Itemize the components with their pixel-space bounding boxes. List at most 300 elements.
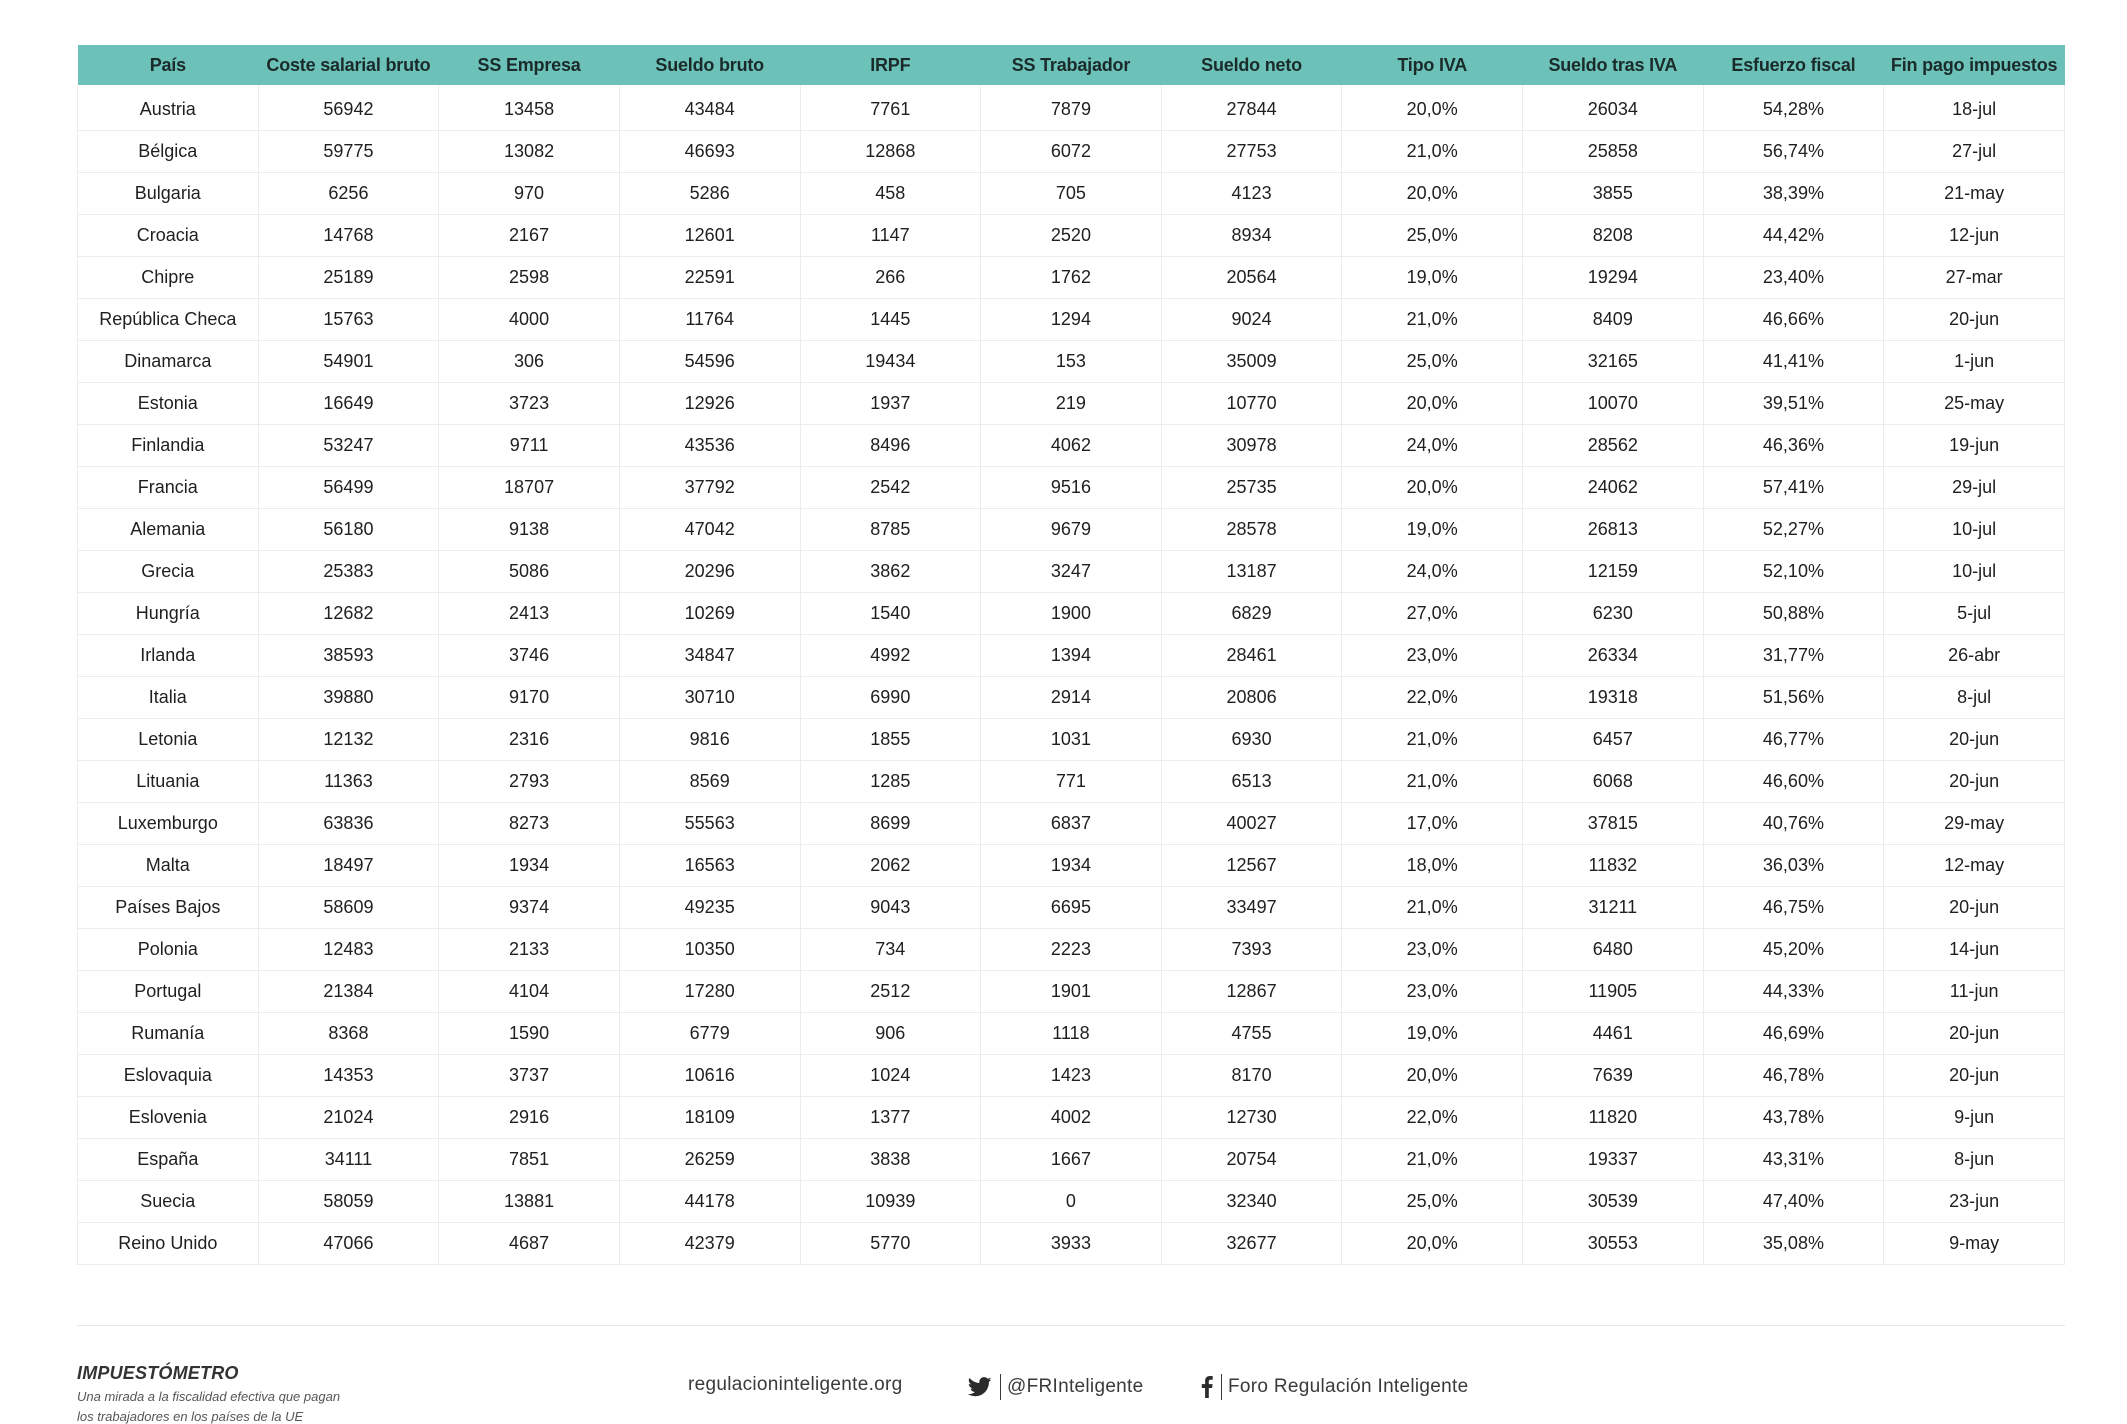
table-cell: 29-jul [1884, 467, 2065, 509]
table-cell: 24,0% [1342, 551, 1523, 593]
table-cell: 26-abr [1884, 635, 2065, 677]
country-cell: Lituania [78, 761, 259, 803]
column-header: Sueldo tras IVA [1523, 45, 1704, 85]
table-cell: 153 [981, 341, 1162, 383]
table-cell: 12-jun [1884, 215, 2065, 257]
country-cell: Suecia [78, 1181, 259, 1223]
table-cell: 26034 [1523, 85, 1704, 131]
table-cell: 57,41% [1703, 467, 1884, 509]
table-row [78, 803, 2065, 845]
table-cell: 20-jun [1884, 1055, 2065, 1097]
table-cell: 20806 [1161, 677, 1342, 719]
column-header: SS Trabajador [981, 45, 1162, 85]
table-cell: 18109 [619, 1097, 800, 1139]
table-cell: 25,0% [1342, 215, 1523, 257]
table-cell: 32165 [1523, 341, 1704, 383]
table-cell: 5-jul [1884, 593, 2065, 635]
brand-title: IMPUESTÓMETRO [77, 1363, 239, 1383]
table-cell: 9374 [439, 887, 620, 929]
table-row [78, 719, 2065, 761]
table-cell: 13187 [1161, 551, 1342, 593]
table-cell: 4104 [439, 971, 620, 1013]
country-cell: Chipre [78, 257, 259, 299]
table-cell: 12483 [258, 929, 439, 971]
table-cell: 9-may [1884, 1223, 2065, 1265]
country-cell: Reino Unido [78, 1223, 259, 1265]
table-cell: 13458 [439, 85, 620, 131]
table-cell: 49235 [619, 887, 800, 929]
country-cell: Grecia [78, 551, 259, 593]
table-cell: 20754 [1161, 1139, 1342, 1181]
table-cell: 26259 [619, 1139, 800, 1181]
table-cell: 4000 [439, 299, 620, 341]
facebook-link[interactable] [1201, 1374, 1468, 1400]
table-cell: 7761 [800, 85, 981, 131]
column-header: IRPF [800, 45, 981, 85]
table-cell: 56499 [258, 467, 439, 509]
table-row [78, 257, 2065, 299]
table-cell: 6068 [1523, 761, 1704, 803]
table-cell: 6256 [258, 173, 439, 215]
twitter-handle: @FRInteligente [1007, 1376, 1144, 1397]
table-header [78, 45, 2065, 85]
table-cell: 12159 [1523, 551, 1704, 593]
table-cell: 30539 [1523, 1181, 1704, 1223]
table-cell: 41,41% [1703, 341, 1884, 383]
column-header: País [78, 45, 259, 85]
table-cell: 6779 [619, 1013, 800, 1055]
table-cell: 21,0% [1342, 1139, 1523, 1181]
table-cell: 771 [981, 761, 1162, 803]
table-row [78, 173, 2065, 215]
table-cell: 4755 [1161, 1013, 1342, 1055]
table-cell: 22,0% [1342, 677, 1523, 719]
table-cell: 1423 [981, 1055, 1162, 1097]
table-cell: 3723 [439, 383, 620, 425]
table-cell: 1934 [439, 845, 620, 887]
country-cell: Letonia [78, 719, 259, 761]
table-cell: 25,0% [1342, 1181, 1523, 1223]
table-cell: 3933 [981, 1223, 1162, 1265]
table-cell: 1024 [800, 1055, 981, 1097]
table-cell: 59775 [258, 131, 439, 173]
table-cell: 27844 [1161, 85, 1342, 131]
table-cell: 11820 [1523, 1097, 1704, 1139]
table-cell: 25-may [1884, 383, 2065, 425]
table-cell: 8699 [800, 803, 981, 845]
table-cell: 7879 [981, 85, 1162, 131]
table-cell: 44178 [619, 1181, 800, 1223]
table-cell: 1394 [981, 635, 1162, 677]
table-cell: 1590 [439, 1013, 620, 1055]
table-cell: 23,0% [1342, 971, 1523, 1013]
column-header: Coste salarial bruto [258, 45, 439, 85]
table-cell: 39880 [258, 677, 439, 719]
table-cell: 20,0% [1342, 85, 1523, 131]
table-cell: 45,20% [1703, 929, 1884, 971]
table-cell: 20564 [1161, 257, 1342, 299]
column-header: Tipo IVA [1342, 45, 1523, 85]
table-cell: 8-jun [1884, 1139, 2065, 1181]
table-cell: 1901 [981, 971, 1162, 1013]
table-row [78, 551, 2065, 593]
table-cell: 24,0% [1342, 425, 1523, 467]
table-cell: 4687 [439, 1223, 620, 1265]
table-row [78, 131, 2065, 173]
table-cell: 1667 [981, 1139, 1162, 1181]
table-cell: 30553 [1523, 1223, 1704, 1265]
table-cell: 9138 [439, 509, 620, 551]
table-cell: 1900 [981, 593, 1162, 635]
table-cell: 11832 [1523, 845, 1704, 887]
table-cell: 12-may [1884, 845, 2065, 887]
table-cell: 28562 [1523, 425, 1704, 467]
table-cell: 18-jul [1884, 85, 2065, 131]
table-cell: 27,0% [1342, 593, 1523, 635]
country-cell: Eslovaquia [78, 1055, 259, 1097]
table-cell: 54596 [619, 341, 800, 383]
table-cell: 19337 [1523, 1139, 1704, 1181]
table-cell: 28578 [1161, 509, 1342, 551]
table-cell: 734 [800, 929, 981, 971]
table-cell: 24062 [1523, 467, 1704, 509]
table-cell: 50,88% [1703, 593, 1884, 635]
table-cell: 1762 [981, 257, 1162, 299]
table-cell: 13881 [439, 1181, 620, 1223]
table-cell: 705 [981, 173, 1162, 215]
table-cell: 16649 [258, 383, 439, 425]
website-link[interactable] [688, 1374, 903, 1396]
table-cell: 1855 [800, 719, 981, 761]
table-cell: 46,78% [1703, 1055, 1884, 1097]
table-cell: 8368 [258, 1013, 439, 1055]
table-cell: 10939 [800, 1181, 981, 1223]
table-cell: 20-jun [1884, 887, 2065, 929]
table-cell: 21384 [258, 971, 439, 1013]
country-cell: Austria [78, 85, 259, 131]
table-row [78, 85, 2065, 131]
table-cell: 20296 [619, 551, 800, 593]
twitter-separator [1000, 1374, 1001, 1400]
table-cell: 3855 [1523, 173, 1704, 215]
table-row [78, 677, 2065, 719]
table-cell: 21,0% [1342, 887, 1523, 929]
table-cell: 17280 [619, 971, 800, 1013]
table-cell: 39,51% [1703, 383, 1884, 425]
table-cell: 2916 [439, 1097, 620, 1139]
table-cell: 56,74% [1703, 131, 1884, 173]
table-cell: 6480 [1523, 929, 1704, 971]
table-row [78, 509, 2065, 551]
table-cell: 5286 [619, 173, 800, 215]
table-cell: 3838 [800, 1139, 981, 1181]
table-cell: 9816 [619, 719, 800, 761]
table-cell: 20-jun [1884, 761, 2065, 803]
table-cell: 25383 [258, 551, 439, 593]
table-cell: 53247 [258, 425, 439, 467]
table-row [78, 1223, 2065, 1265]
table-row [78, 1097, 2065, 1139]
table-cell: 35,08% [1703, 1223, 1884, 1265]
table-body [78, 85, 2065, 1265]
table-row [78, 887, 2065, 929]
table-cell: 43,31% [1703, 1139, 1884, 1181]
table-cell: 1934 [981, 845, 1162, 887]
table-cell: 37792 [619, 467, 800, 509]
table-cell: 21,0% [1342, 299, 1523, 341]
table-cell: 10-jul [1884, 509, 2065, 551]
table-cell: 46,66% [1703, 299, 1884, 341]
table-cell: 6457 [1523, 719, 1704, 761]
tax-table [77, 45, 2065, 1265]
table-cell: 6230 [1523, 593, 1704, 635]
table-cell: 2133 [439, 929, 620, 971]
table-cell: 8273 [439, 803, 620, 845]
table-cell: 47042 [619, 509, 800, 551]
table-cell: 18497 [258, 845, 439, 887]
table-cell: 58609 [258, 887, 439, 929]
table-cell: 4062 [981, 425, 1162, 467]
table-row [78, 341, 2065, 383]
country-cell: España [78, 1139, 259, 1181]
table-cell: 1937 [800, 383, 981, 425]
table-cell: 6072 [981, 131, 1162, 173]
table-cell: 12682 [258, 593, 439, 635]
table-cell: 9711 [439, 425, 620, 467]
table-cell: 46,75% [1703, 887, 1884, 929]
table-cell: 51,56% [1703, 677, 1884, 719]
table-cell: 8934 [1161, 215, 1342, 257]
table-cell: 40,76% [1703, 803, 1884, 845]
country-cell: Bulgaria [78, 173, 259, 215]
country-cell: Italia [78, 677, 259, 719]
column-header: Fin pago impuestos [1884, 45, 2065, 85]
table-cell: 3862 [800, 551, 981, 593]
column-header: Sueldo neto [1161, 45, 1342, 85]
table-cell: 35009 [1161, 341, 1342, 383]
table-cell: 2520 [981, 215, 1162, 257]
table-row [78, 425, 2065, 467]
table-cell: 6990 [800, 677, 981, 719]
table-cell: 25858 [1523, 131, 1704, 173]
table-cell: 19,0% [1342, 509, 1523, 551]
country-cell: Luxemburgo [78, 803, 259, 845]
table-cell: 458 [800, 173, 981, 215]
table-cell: 47,40% [1703, 1181, 1884, 1223]
table-row [78, 1139, 2065, 1181]
table-cell: 10616 [619, 1055, 800, 1097]
table-cell: 44,42% [1703, 215, 1884, 257]
column-header: Esfuerzo fiscal [1703, 45, 1884, 85]
table-cell: 38593 [258, 635, 439, 677]
table-cell: 20,0% [1342, 173, 1523, 215]
brand-subtitle [77, 1387, 377, 1424]
table-row [78, 761, 2065, 803]
facebook-icon [1201, 1376, 1213, 1398]
table-cell: 6930 [1161, 719, 1342, 761]
table-cell: 46,77% [1703, 719, 1884, 761]
table-cell: 5086 [439, 551, 620, 593]
table-cell: 12867 [1161, 971, 1342, 1013]
table-row [78, 1181, 2065, 1223]
table-cell: 9170 [439, 677, 620, 719]
country-cell: Países Bajos [78, 887, 259, 929]
table-cell: 63836 [258, 803, 439, 845]
country-cell: Portugal [78, 971, 259, 1013]
table-cell: 44,33% [1703, 971, 1884, 1013]
table-cell: 54901 [258, 341, 439, 383]
table-cell: 2598 [439, 257, 620, 299]
table-row [78, 215, 2065, 257]
table-cell: 8-jul [1884, 677, 2065, 719]
table-cell: 25189 [258, 257, 439, 299]
country-cell: Finlandia [78, 425, 259, 467]
table-cell: 30978 [1161, 425, 1342, 467]
table-cell: 21-may [1884, 173, 2065, 215]
table-cell: 46,60% [1703, 761, 1884, 803]
table-cell: 30710 [619, 677, 800, 719]
table-cell: 8785 [800, 509, 981, 551]
table-cell: 32340 [1161, 1181, 1342, 1223]
table-cell: 46693 [619, 131, 800, 173]
country-cell: República Checa [78, 299, 259, 341]
table-cell: 14768 [258, 215, 439, 257]
country-cell: Dinamarca [78, 341, 259, 383]
table-cell: 2512 [800, 971, 981, 1013]
facebook-page-name: Foro Regulación Inteligente [1228, 1376, 1469, 1397]
table-cell: 23-jun [1884, 1181, 2065, 1223]
table-cell: 28461 [1161, 635, 1342, 677]
table-cell: 32677 [1161, 1223, 1342, 1265]
table-cell: 46,69% [1703, 1013, 1884, 1055]
table-row [78, 593, 2065, 635]
table-cell: 31,77% [1703, 635, 1884, 677]
table-cell: 31211 [1523, 887, 1704, 929]
country-cell: Malta [78, 845, 259, 887]
table-cell: 219 [981, 383, 1162, 425]
table-cell: 43484 [619, 85, 800, 131]
table-cell: 8170 [1161, 1055, 1342, 1097]
table-cell: 12601 [619, 215, 800, 257]
table-cell: 20,0% [1342, 383, 1523, 425]
table-cell: 1377 [800, 1097, 981, 1139]
table-cell: 6837 [981, 803, 1162, 845]
table-cell: 266 [800, 257, 981, 299]
table-cell: 27-mar [1884, 257, 2065, 299]
table-cell: 19-jun [1884, 425, 2065, 467]
table-cell: 1294 [981, 299, 1162, 341]
table-cell: 20,0% [1342, 467, 1523, 509]
table-cell: 8496 [800, 425, 981, 467]
column-header: Sueldo bruto [619, 45, 800, 85]
table-cell: 2914 [981, 677, 1162, 719]
table-cell: 6513 [1161, 761, 1342, 803]
table-cell: 37815 [1523, 803, 1704, 845]
table-cell: 906 [800, 1013, 981, 1055]
table-cell: 9-jun [1884, 1097, 2065, 1139]
table-cell: 6829 [1161, 593, 1342, 635]
table-cell: 8409 [1523, 299, 1704, 341]
table-cell: 16563 [619, 845, 800, 887]
table-cell: 21,0% [1342, 719, 1523, 761]
table-cell: 20-jun [1884, 299, 2065, 341]
table-cell: 1147 [800, 215, 981, 257]
country-cell: Francia [78, 467, 259, 509]
website-label: regulacioninteligente.org [688, 1374, 903, 1395]
table-cell: 11905 [1523, 971, 1704, 1013]
table-cell: 43,78% [1703, 1097, 1884, 1139]
table-cell: 7851 [439, 1139, 620, 1181]
tax-table-container [77, 45, 2065, 1265]
table-row [78, 1013, 2065, 1055]
table-cell: 34111 [258, 1139, 439, 1181]
table-cell: 19294 [1523, 257, 1704, 299]
table-cell: 56180 [258, 509, 439, 551]
table-cell: 20-jun [1884, 719, 2065, 761]
table-cell: 8569 [619, 761, 800, 803]
table-cell: 55563 [619, 803, 800, 845]
table-cell: 4461 [1523, 1013, 1704, 1055]
table-cell: 29-may [1884, 803, 2065, 845]
twitter-link[interactable] [968, 1374, 1144, 1400]
table-cell: 33497 [1161, 887, 1342, 929]
table-cell: 2793 [439, 761, 620, 803]
table-cell: 34847 [619, 635, 800, 677]
header-row [78, 45, 2065, 85]
table-cell: 20,0% [1342, 1223, 1523, 1265]
brand-subtitle-line2: los trabajadores en los países de la UE [77, 1409, 304, 1424]
table-cell: 1031 [981, 719, 1162, 761]
table-cell: 12132 [258, 719, 439, 761]
table-cell: 19434 [800, 341, 981, 383]
table-row [78, 929, 2065, 971]
table-cell: 42379 [619, 1223, 800, 1265]
table-cell: 13082 [439, 131, 620, 173]
table-cell: 36,03% [1703, 845, 1884, 887]
table-cell: 2223 [981, 929, 1162, 971]
table-cell: 47066 [258, 1223, 439, 1265]
table-cell: 17,0% [1342, 803, 1523, 845]
table-cell: 27-jul [1884, 131, 2065, 173]
table-cell: 11-jun [1884, 971, 2065, 1013]
table-cell: 27753 [1161, 131, 1342, 173]
table-cell: 54,28% [1703, 85, 1884, 131]
table-cell: 21,0% [1342, 131, 1523, 173]
table-cell: 26813 [1523, 509, 1704, 551]
country-cell: Estonia [78, 383, 259, 425]
table-cell: 25,0% [1342, 341, 1523, 383]
table-cell: 21,0% [1342, 761, 1523, 803]
table-cell: 5770 [800, 1223, 981, 1265]
table-cell: 1-jun [1884, 341, 2065, 383]
table-cell: 9516 [981, 467, 1162, 509]
table-cell: 52,27% [1703, 509, 1884, 551]
table-cell: 56942 [258, 85, 439, 131]
table-cell: 1445 [800, 299, 981, 341]
table-cell: 4123 [1161, 173, 1342, 215]
table-cell: 4992 [800, 635, 981, 677]
table-cell: 20,0% [1342, 1055, 1523, 1097]
table-cell: 2413 [439, 593, 620, 635]
table-cell: 46,36% [1703, 425, 1884, 467]
table-row [78, 299, 2065, 341]
table-cell: 15763 [258, 299, 439, 341]
table-cell: 11363 [258, 761, 439, 803]
table-cell: 3737 [439, 1055, 620, 1097]
table-cell: 20-jun [1884, 1013, 2065, 1055]
country-cell: Eslovenia [78, 1097, 259, 1139]
table-cell: 12868 [800, 131, 981, 173]
